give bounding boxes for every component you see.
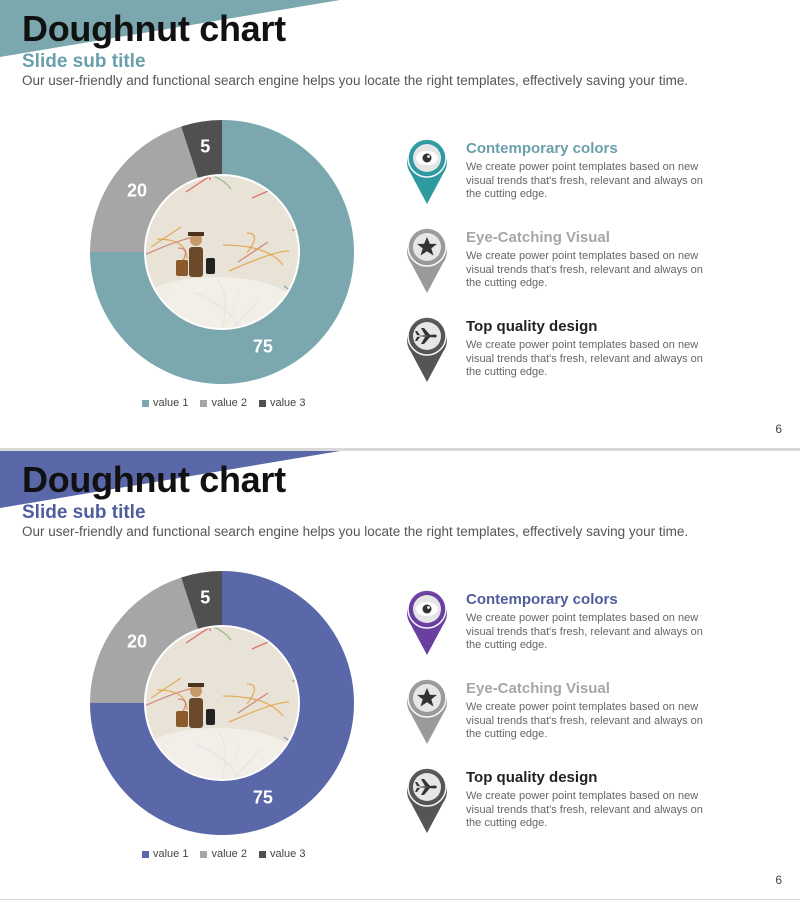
- legend-label: value 2: [211, 397, 247, 409]
- feature-item: [403, 676, 733, 746]
- chart-legend: [142, 397, 305, 409]
- feature-description: We create power point templates based on new visual trends that's fresh, relevant and always on the cutting edge.: [466, 161, 703, 200]
- eye-icon: [416, 151, 438, 165]
- legend-label: value 2: [211, 848, 247, 860]
- page-number: 6: [775, 422, 782, 436]
- slide-2: [0, 451, 800, 899]
- slide-description: Our user-friendly and functional search engine helps you locate the right templates, effectively saving your time.: [22, 73, 689, 88]
- slide-description: Our user-friendly and functional search engine helps you locate the right templates, effectively saving your time.: [22, 524, 689, 539]
- page-number: 6: [775, 873, 782, 887]
- chart-legend: [142, 848, 305, 860]
- feature-description: We create power point templates based on new visual trends that's fresh, relevant and always on the cutting edge.: [466, 612, 703, 651]
- feature-item: [403, 225, 733, 295]
- legend-label: value 1: [153, 848, 189, 860]
- legend-label: value 3: [269, 397, 306, 409]
- data-label-3: 5: [200, 136, 211, 157]
- legend-item: [259, 397, 305, 409]
- slide-1: [0, 0, 800, 448]
- legend-item: [259, 848, 305, 860]
- feature-item: [403, 136, 733, 206]
- feature-item: [403, 587, 733, 657]
- map-pin-marker: [403, 676, 451, 746]
- legend-swatch: [200, 400, 207, 407]
- data-label-1: 75: [252, 787, 273, 808]
- feature-title: Contemporary colors: [466, 591, 618, 608]
- feature-description: We create power point templates based on new visual trends that's fresh, relevant and always on the cutting edge.: [466, 790, 703, 829]
- feature-title: Top quality design: [466, 318, 598, 335]
- feature-title: Contemporary colors: [466, 140, 618, 157]
- data-label-2: 20: [127, 180, 148, 201]
- legend-label: value 1: [153, 397, 189, 409]
- data-label-3: 5: [200, 587, 211, 608]
- eye-icon: [416, 602, 438, 616]
- feature-title: Eye-Catching Visual: [466, 229, 610, 246]
- map-pin-marker: [403, 765, 451, 835]
- slide-title: Doughnut chart: [22, 459, 286, 500]
- feature-description: We create power point templates based on new visual trends that's fresh, relevant and always on the cutting edge.: [466, 339, 703, 378]
- legend-label: value 3: [269, 848, 306, 860]
- legend-item: [142, 397, 188, 409]
- map-pin-marker: [403, 587, 451, 657]
- slide-subtitle: Slide sub title: [22, 502, 146, 523]
- slide-title: Doughnut chart: [22, 8, 286, 49]
- legend-swatch: [142, 400, 149, 407]
- map-pin-marker: [403, 314, 451, 384]
- slide-subtitle: Slide sub title: [22, 51, 146, 72]
- legend-swatch: [259, 851, 266, 858]
- legend-swatch: [142, 851, 149, 858]
- legend-item: [200, 848, 246, 860]
- feature-title: Top quality design: [466, 769, 598, 786]
- legend-item: [142, 848, 188, 860]
- legend-swatch: [259, 400, 266, 407]
- map-pin-marker: [403, 136, 451, 206]
- map-pin-marker: [403, 225, 451, 295]
- feature-item: [403, 765, 733, 835]
- legend-swatch: [200, 851, 207, 858]
- doughnut-chart: [82, 115, 362, 390]
- feature-title: Eye-Catching Visual: [466, 680, 610, 697]
- legend-item: [200, 397, 246, 409]
- doughnut-chart: [82, 566, 362, 841]
- feature-description: We create power point templates based on new visual trends that's fresh, relevant and always on the cutting edge.: [466, 250, 703, 289]
- data-label-2: 20: [127, 631, 148, 652]
- feature-description: We create power point templates based on new visual trends that's fresh, relevant and always on the cutting edge.: [466, 701, 703, 740]
- data-label-1: 75: [252, 336, 273, 357]
- feature-item: [403, 314, 733, 384]
